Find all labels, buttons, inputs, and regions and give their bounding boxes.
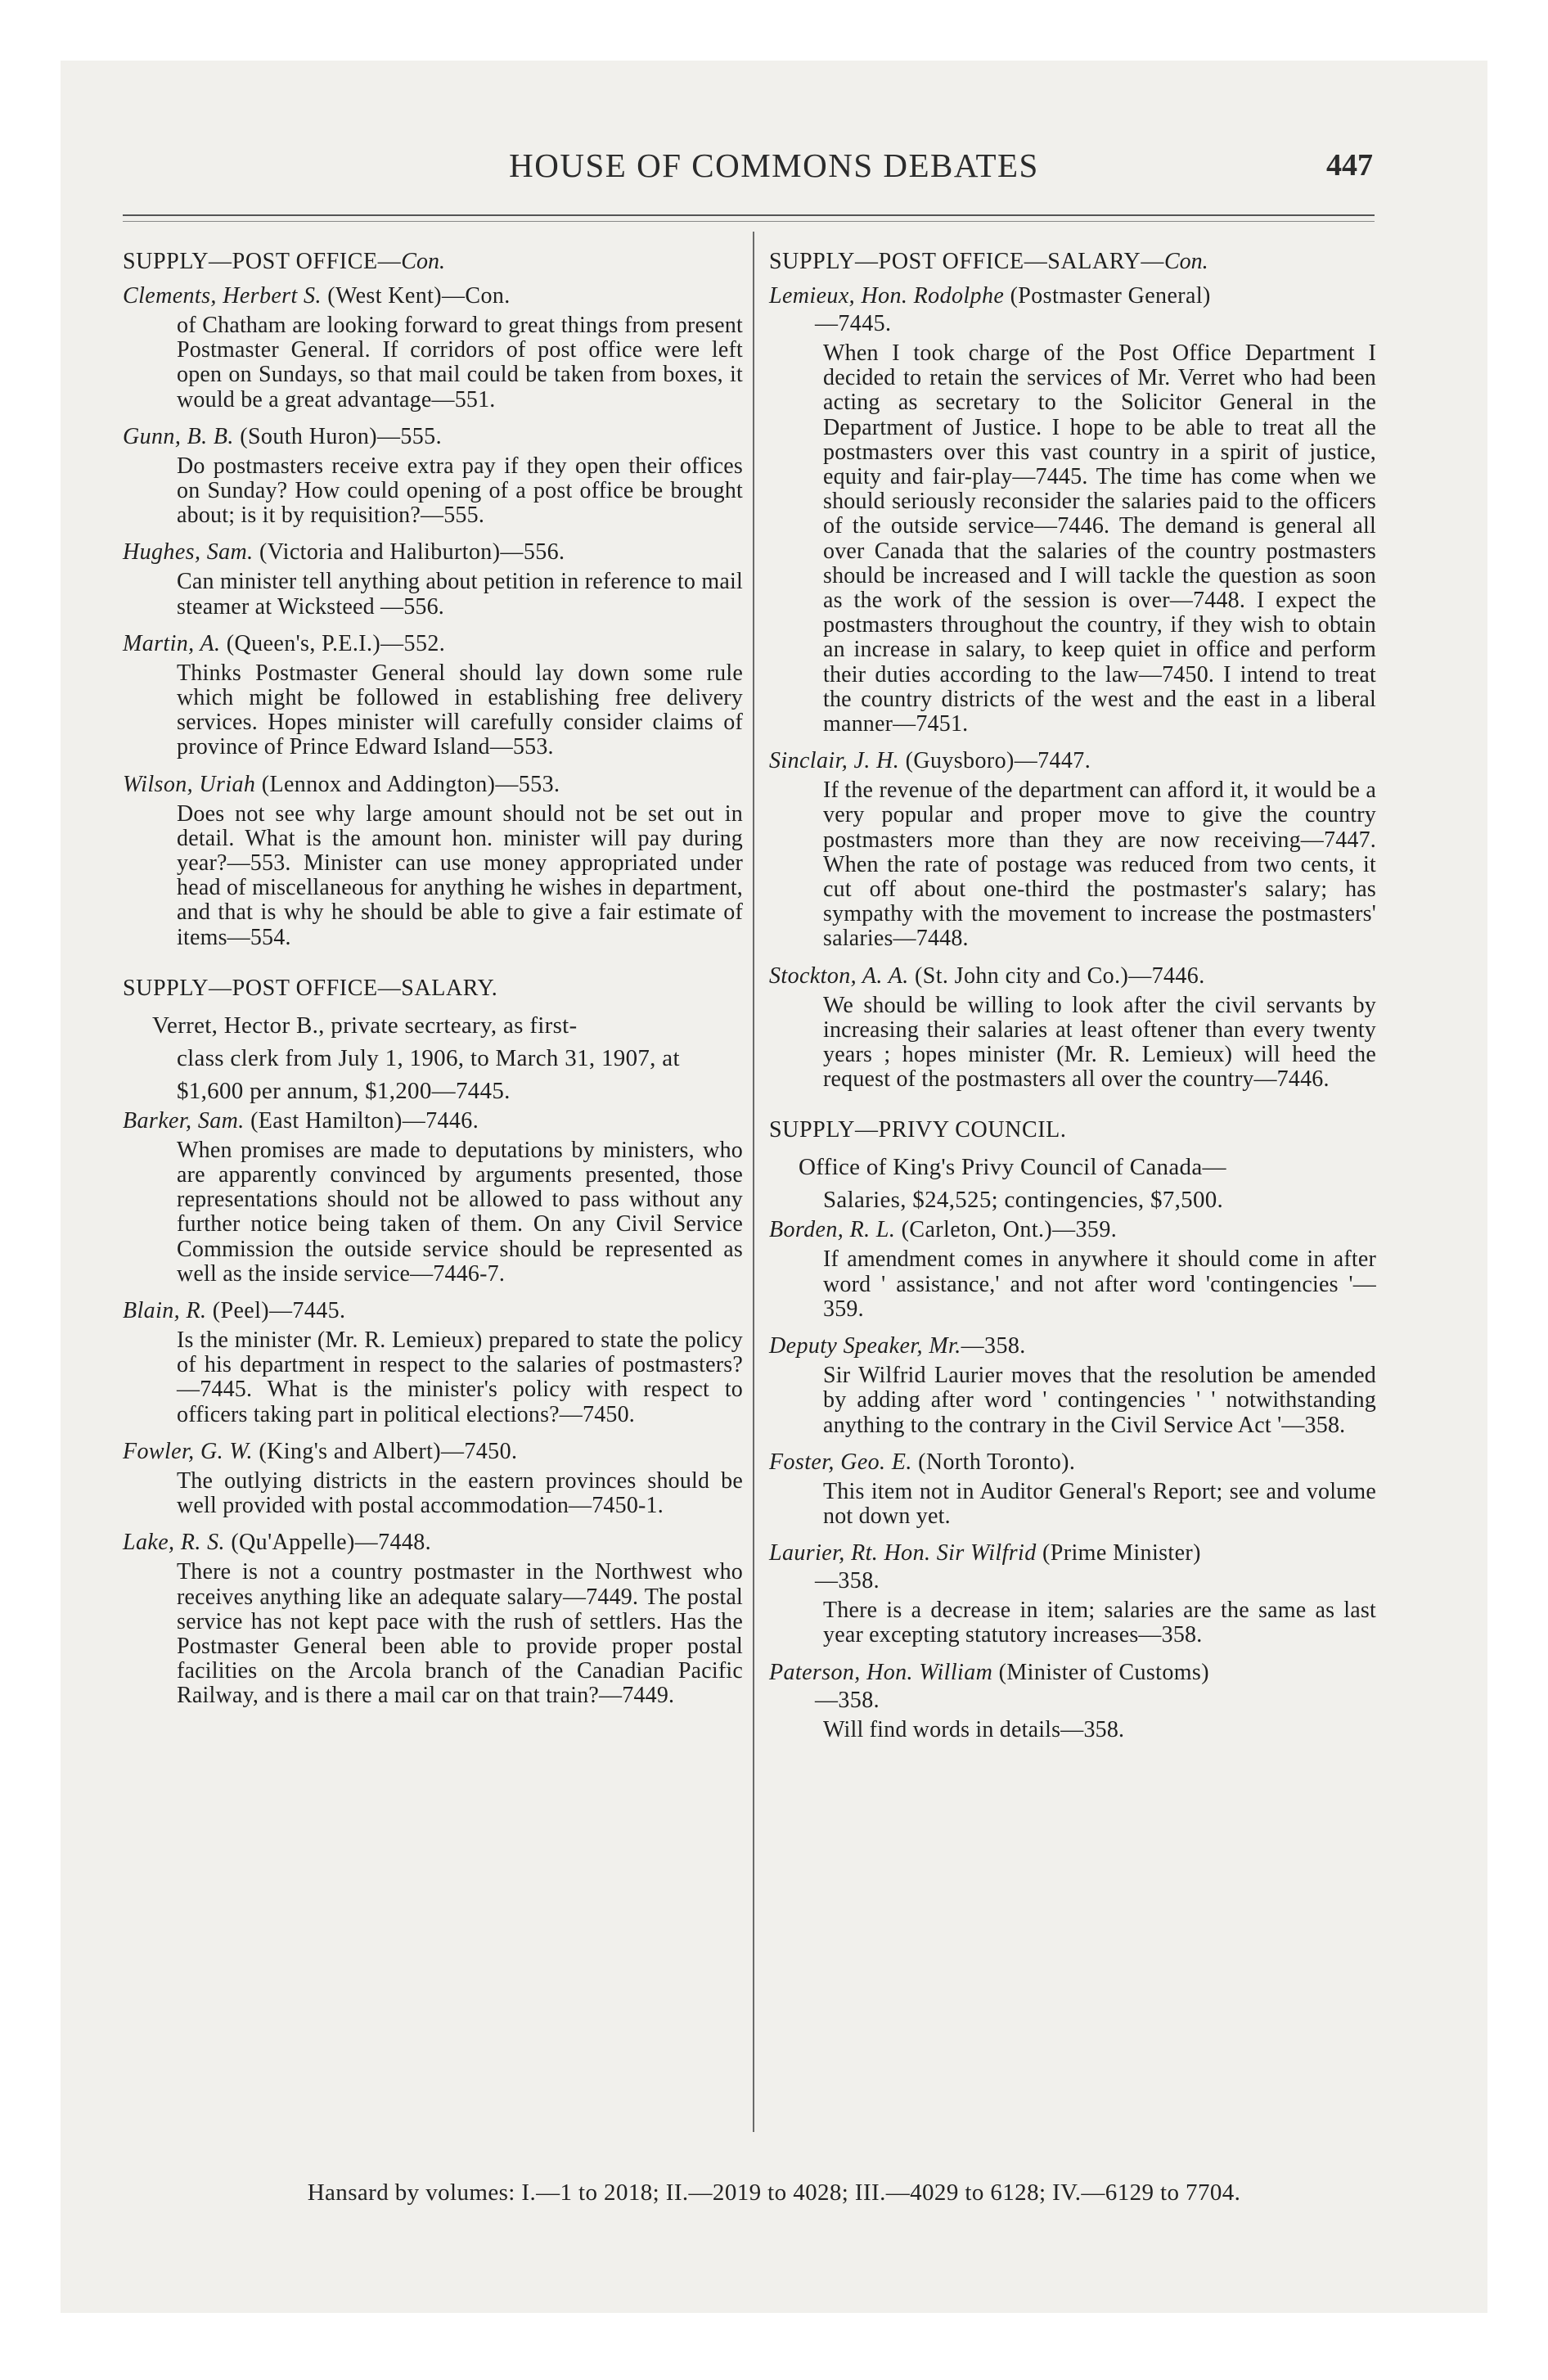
- entry-text: Thinks Postmaster General should lay down some rule which might be followed in establishing free delivery services. Hopes minister will carefully consider claims of province of Prince Edward Island—553.: [177, 660, 743, 760]
- speaker-detail: (South Huron)—555.: [233, 423, 442, 449]
- speaker-detail: —358.: [961, 1333, 1026, 1359]
- speaker-detail: (North Toronto).: [911, 1449, 1076, 1475]
- speaker-line: [123, 1107, 743, 1135]
- item-note-rest: class clerk from July 1, 1906, to March 31, 1907, at $1,600 per annum, $1,200—7445.: [177, 1044, 680, 1104]
- speaker-entry: [769, 962, 1376, 1093]
- speaker-name: Gunn, B. B.: [123, 423, 234, 449]
- page-title: HOUSE OF COMMONS DEBATES: [509, 146, 1039, 184]
- speaker-entry: [769, 282, 1376, 737]
- speaker-detail: (Lennox and Addington)—553.: [255, 771, 560, 797]
- entry-text: Will find words in details—358.: [823, 1716, 1125, 1742]
- speaker-name: Stockton, A. A.: [769, 962, 909, 989]
- speaker-line: [123, 1529, 743, 1557]
- entry-text: If amendment comes in anywhere it should come in after word ' assistance,' and not after word 'contingencies '—359.: [823, 1246, 1376, 1322]
- entry-text: of Chatham are looking forward to great things from present Postmaster General. If corridors of post office were left open on Sundays, so that mail could be taken from boxes, it would be a great advantage—551.: [177, 313, 743, 412]
- entry-text: When promises are made to deputations by ministers, who are apparently convinced by arguments presented, those representations should not be allowed to pass without any further notice being taken of them. On any Civil Service Commission the outside service should be represented as well as the inside service—7446-7.: [177, 1137, 743, 1287]
- speaker-detail: (King's and Albert)—7450.: [252, 1438, 518, 1464]
- speaker-entry: [123, 630, 743, 760]
- speaker-entry: [123, 1107, 743, 1287]
- speaker-name: Deputy Speaker, Mr.: [769, 1333, 961, 1359]
- speaker-detail: (St. John city and Co.)—7446.: [908, 962, 1205, 989]
- speaker-line: [123, 1438, 743, 1466]
- speaker-detail: (Victoria and Haliburton)—556.: [253, 539, 565, 566]
- speaker-entry: [769, 1216, 1376, 1322]
- entry-text: Do postmasters receive extra pay if they open their offices on Sunday? How could opening of a post office be brought about; is it by requisition?—555.: [177, 453, 743, 529]
- speaker-detail: (West Kent)—Con.: [321, 283, 511, 309]
- speaker-detail: (Prime Minister): [1036, 1540, 1201, 1566]
- speaker-line: [123, 282, 743, 310]
- item-note-rest: Salaries, $24,525; contingencies, $7,500.: [823, 1187, 1224, 1214]
- entry-text: Can minister tell anything about petition in reference to mail steamer at Wicksteed —556.: [177, 569, 743, 620]
- column-divider: [753, 232, 754, 2132]
- speaker-line: [769, 1539, 1376, 1595]
- speaker-line: [769, 962, 1376, 990]
- speaker-name: Foster, Geo. E.: [769, 1449, 912, 1475]
- speaker-detail-cont: —7445.: [815, 311, 892, 336]
- speaker-entry: [769, 1539, 1376, 1648]
- page-number: 447: [1326, 148, 1373, 183]
- entry-text: There is a decrease in item; salaries are the same as last year excepting statutory increases—358.: [823, 1598, 1376, 1648]
- section-heading: SUPPLY—POST OFFICE—SALARY—Con.: [769, 249, 1208, 274]
- speaker-entry: [123, 539, 743, 619]
- entry-text: There is not a country postmaster in the Northwest who receives anything like an adequate salary—7449. The postal service has not kept pace with the rush of settlers. Has the Postmaster General been able to provide proper postal facilities on the Arcola branch of the Canadian Pacific Railway, and is there a mail car on that train?—7449.: [177, 1559, 743, 1709]
- speaker-entry: [769, 747, 1376, 951]
- entry-text: When I took charge of the Post Office Department I decided to retain the services of Mr. Verret who had been acting as secretary to the Solicitor General in the Department of Justice. I hope to be able to treat all the postmasters over this vast country in a spirit of justice, equity and fair-play—7445. The time has come when we should seriously reconsider the salaries paid to the officers of the outside service—7446. The demand is general all over Canada that the salaries of the country postmasters should be increased and I will tackle the question as soon as the work of the session is over—7448. I expect the postmasters throughout the country, if they wish to obtain an increase in salary, to keep quiet in office and perform their duties according to the law—7450. I intend to treat the country districts of the west and the east in a liberal manner—7451.: [823, 340, 1376, 737]
- speaker-line: [123, 771, 743, 799]
- speaker-entry: [123, 1529, 743, 1708]
- header-rule-lower: [123, 221, 1375, 222]
- entry-text: The outlying districts in the eastern provinces should be well provided with postal accommodation—7450-1.: [177, 1467, 743, 1519]
- speaker-line: [769, 282, 1376, 338]
- speaker-detail: (Postmaster General): [1004, 283, 1211, 309]
- item-note: [769, 1151, 1376, 1216]
- speaker-detail: (Peel)—7445.: [206, 1298, 346, 1324]
- speaker-detail: (Guysboro)—7447.: [899, 748, 1091, 774]
- speaker-name: Paterson, Hon. William: [769, 1659, 993, 1685]
- header-rule: [123, 214, 1375, 216]
- speaker-name: Clements, Herbert S.: [123, 283, 322, 309]
- speaker-line: [769, 1332, 1376, 1360]
- speaker-line: [769, 1216, 1376, 1244]
- item-note-first: Office of King's Privy Council of Canada—: [799, 1154, 1226, 1181]
- speaker-entry: [769, 1659, 1376, 1742]
- entry-text: Does not see why large amount should not be set out in detail. What is the amount hon. minister will pay during year?—553. Minister can use money appropriated under head of miscellaneous for anything he wishes in department, and that is why he should be able to give a fair estimate of items—554.: [177, 800, 743, 950]
- entry-text: This item not in Auditor General's Report; see and volume not down yet.: [823, 1478, 1376, 1529]
- speaker-name: Martin, A.: [123, 630, 221, 656]
- entry-text: Is the minister (Mr. R. Lemieux) prepared to state the policy of his department in respect to the salaries of postmasters?—7445. What is the minister's policy with respect to officers taking part in political elections?—7450.: [177, 1327, 743, 1427]
- speaker-name: Barker, Sam.: [123, 1107, 245, 1134]
- speaker-detail: (Qu'Appelle)—7448.: [224, 1530, 432, 1556]
- speaker-detail-cont: —358.: [815, 1687, 880, 1713]
- speaker-entry: [123, 423, 743, 529]
- speaker-entry: [123, 1438, 743, 1518]
- section-heading: SUPPLY—POST OFFICE—SALARY.: [123, 975, 498, 1001]
- speaker-line: [123, 539, 743, 566]
- speaker-name: Lake, R. S.: [123, 1530, 225, 1556]
- speaker-entry: [123, 282, 743, 412]
- speaker-detail: (Queen's, P.E.I.)—552.: [220, 630, 446, 656]
- speaker-line: [769, 1659, 1376, 1715]
- speaker-entry: [769, 1449, 1376, 1529]
- speaker-name: Blain, R.: [123, 1298, 207, 1324]
- entry-text: Sir Wilfrid Laurier moves that the resolution be amended by adding after word ' contingencies ' ' notwithstanding anything to the contrary in the Civil Service Act '—358.: [823, 1363, 1376, 1438]
- section-heading: SUPPLY—POST OFFICE—Con.: [123, 249, 445, 274]
- right-column: [769, 248, 1376, 1753]
- section-heading: SUPPLY—PRIVY COUNCIL.: [769, 1117, 1067, 1143]
- speaker-name: Lemieux, Hon. Rodolphe: [769, 283, 1005, 309]
- speaker-line: [123, 423, 743, 451]
- volume-footer: Hansard by volumes: I.—1 to 2018; II.—2019 to 4028; III.—4029 to 6128; IV.—6129 to 7704.: [307, 2179, 1241, 2206]
- speaker-entry: [123, 771, 743, 950]
- speaker-line: [123, 630, 743, 658]
- item-note-first: Verret, Hector B., private secrteary, as first-: [152, 1012, 578, 1039]
- speaker-entry: [769, 1332, 1376, 1438]
- item-note: [123, 1009, 743, 1107]
- entry-text: We should be willing to look after the civil servants by increasing their salaries at least oftener than every twenty years ; hopes minister (Mr. R. Lemieux) will heed the request of the postmasters all over the country—7446.: [823, 992, 1376, 1093]
- speaker-detail: (Carleton, Ont.)—359.: [895, 1217, 1118, 1243]
- speaker-line: [123, 1297, 743, 1325]
- speaker-line: [769, 747, 1376, 775]
- speaker-detail: (Minister of Customs): [992, 1659, 1209, 1685]
- speaker-detail: (East Hamilton)—7446.: [244, 1107, 479, 1134]
- speaker-entry: [123, 1297, 743, 1427]
- speaker-name: Hughes, Sam.: [123, 539, 254, 566]
- speaker-name: Fowler, G. W.: [123, 1438, 253, 1464]
- entry-text: If the revenue of the department can afford it, it would be a very popular and proper move to give the country postmasters more than they are now receiving—7447. When the rate of postage was reduced from two cents, it cut off about one-third the postmaster's salary; has sympathy with the movement to increase the postmasters' salaries—7448.: [823, 778, 1376, 952]
- left-column: [123, 248, 743, 1720]
- speaker-name: Wilson, Uriah: [123, 771, 256, 797]
- speaker-name: Sinclair, J. H.: [769, 748, 900, 774]
- speaker-line: [769, 1449, 1376, 1476]
- speaker-name: Borden, R. L.: [769, 1217, 896, 1243]
- speaker-name: Laurier, Rt. Hon. Sir Wilfrid: [769, 1540, 1037, 1566]
- speaker-detail-cont: —358.: [815, 1568, 880, 1594]
